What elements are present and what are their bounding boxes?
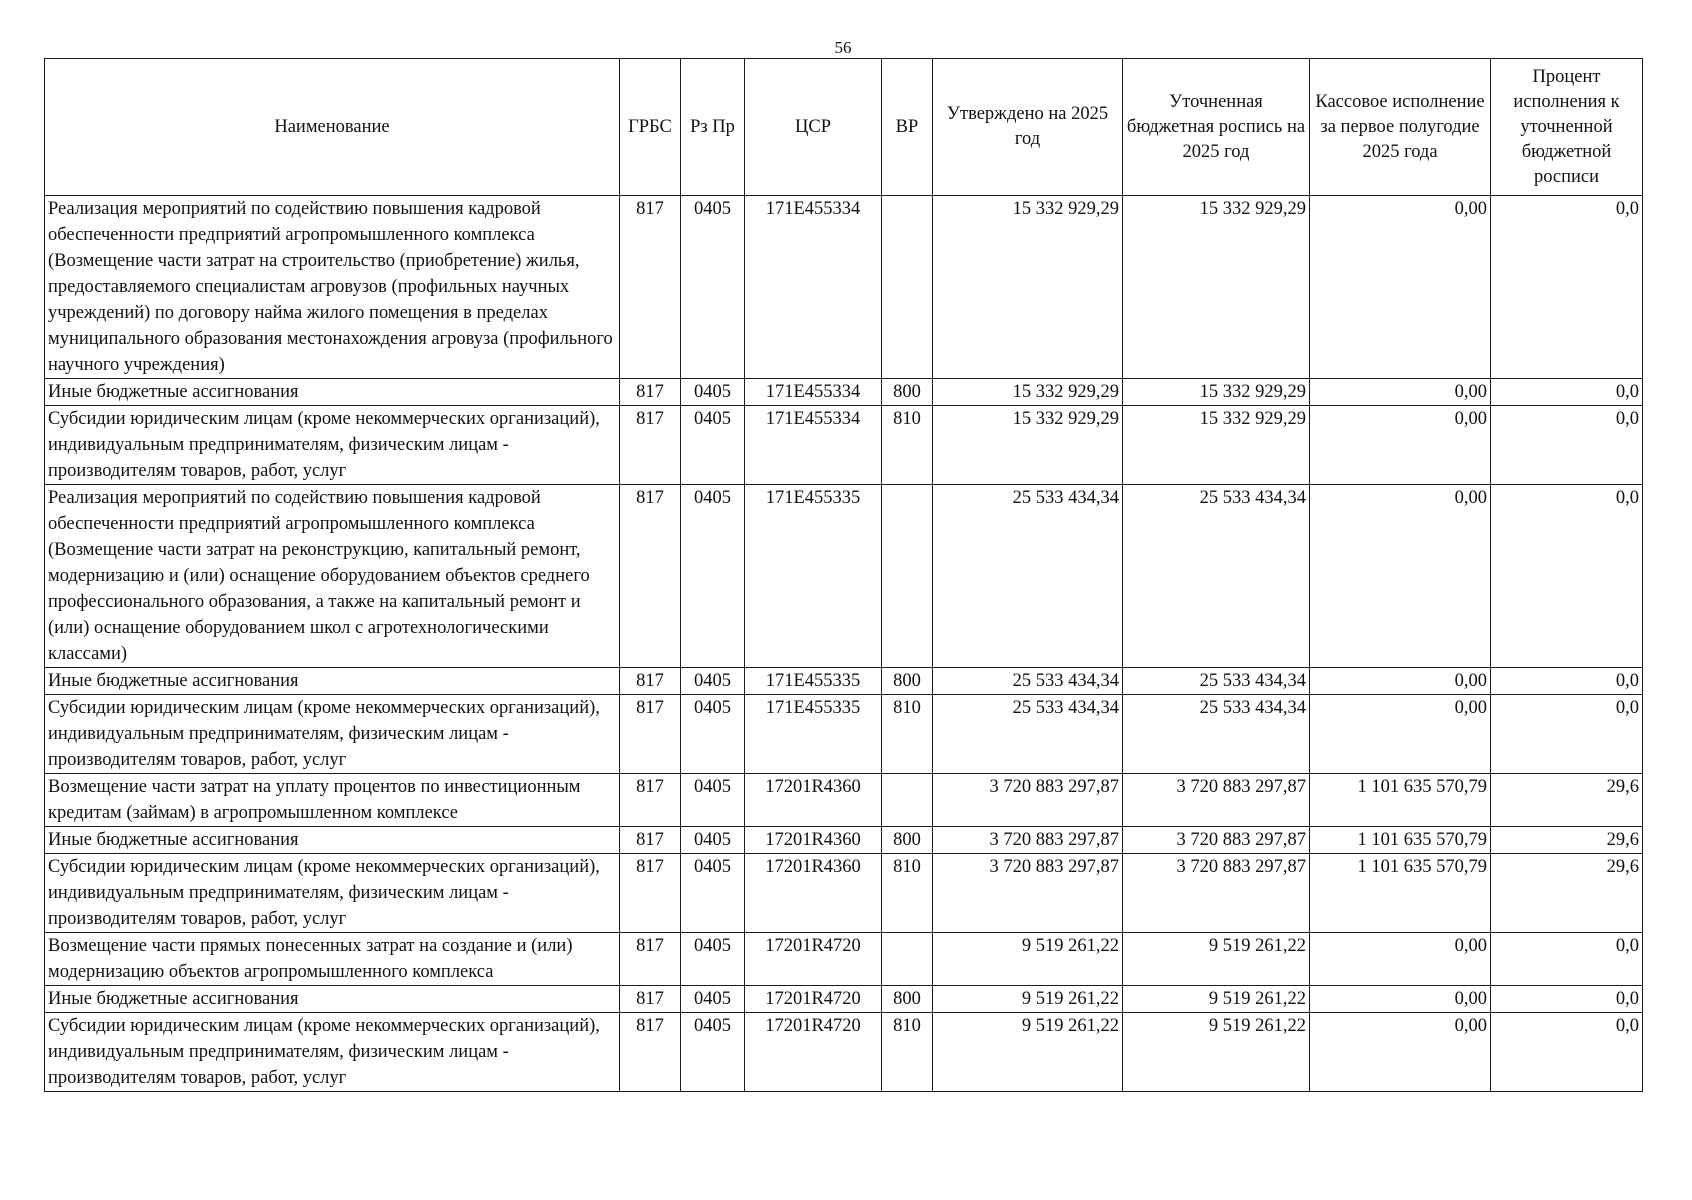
cell-approved: 15 332 929,29	[933, 379, 1123, 406]
column-header-approved: Утверждено на 2025 год	[933, 59, 1123, 196]
cell-refined: 3 720 883 297,87	[1123, 774, 1310, 827]
cell-percent: 29,6	[1491, 854, 1643, 933]
cell-csr: 171E455335	[745, 695, 882, 774]
table-row	[45, 196, 1643, 379]
column-header-vr: ВР	[882, 59, 933, 196]
cell-rzpr: 0405	[681, 196, 745, 379]
cell-csr: 17201R4360	[745, 854, 882, 933]
column-header-csr: ЦСР	[745, 59, 882, 196]
table-row	[45, 485, 1643, 668]
cell-name: Возмещение части прямых понесенных затрат на создание и (или) модернизацию объектов агропромышленного комплекса	[45, 933, 620, 986]
cell-percent: 0,0	[1491, 695, 1643, 774]
table-row	[45, 827, 1643, 854]
table-row	[45, 379, 1643, 406]
cell-cash: 0,00	[1310, 406, 1491, 485]
cell-vr: 800	[882, 668, 933, 695]
cell-rzpr: 0405	[681, 854, 745, 933]
cell-rzpr: 0405	[681, 933, 745, 986]
table-row	[45, 986, 1643, 1013]
cell-csr: 171E455335	[745, 485, 882, 668]
table-row	[45, 406, 1643, 485]
table-header-row	[45, 59, 1643, 196]
cell-cash: 0,00	[1310, 668, 1491, 695]
budget-table	[44, 58, 1643, 1092]
cell-grbs: 817	[620, 854, 681, 933]
cell-name: Иные бюджетные ассигнования	[45, 827, 620, 854]
cell-rzpr: 0405	[681, 695, 745, 774]
cell-approved: 3 720 883 297,87	[933, 827, 1123, 854]
cell-cash: 0,00	[1310, 379, 1491, 406]
cell-vr: 810	[882, 695, 933, 774]
column-header-grbs: ГРБС	[620, 59, 681, 196]
cell-name: Субсидии юридическим лицам (кроме некоммерческих организаций), индивидуальным предпринимателям, физическим лицам - производителям товаров, работ, услуг	[45, 695, 620, 774]
cell-rzpr: 0405	[681, 485, 745, 668]
cell-csr: 17201R4720	[745, 1013, 882, 1092]
cell-grbs: 817	[620, 379, 681, 406]
cell-grbs: 817	[620, 827, 681, 854]
cell-approved: 15 332 929,29	[933, 406, 1123, 485]
cell-name: Реализация мероприятий по содействию повышения кадровой обеспеченности предприятий агропромышленного комплекса (Возмещение части затрат на реконструкцию, капитальный ремонт, модернизацию и (или) оснащение оборудованием объектов среднего профессионального образования, а также на капитальный ремонт и (или) оснащение оборудованием школ с агротехнологическими классами)	[45, 485, 620, 668]
cell-name: Иные бюджетные ассигнования	[45, 986, 620, 1013]
column-header-cash: Кассовое исполнение за первое полугодие 2025 года	[1310, 59, 1491, 196]
cell-approved: 3 720 883 297,87	[933, 854, 1123, 933]
cell-vr: 800	[882, 986, 933, 1013]
cell-csr: 17201R4720	[745, 933, 882, 986]
cell-vr: 800	[882, 379, 933, 406]
cell-cash: 0,00	[1310, 485, 1491, 668]
cell-vr: 810	[882, 1013, 933, 1092]
cell-approved: 25 533 434,34	[933, 668, 1123, 695]
cell-cash: 0,00	[1310, 933, 1491, 986]
cell-refined: 25 533 434,34	[1123, 485, 1310, 668]
cell-refined: 15 332 929,29	[1123, 196, 1310, 379]
table-row	[45, 1013, 1643, 1092]
cell-name: Иные бюджетные ассигнования	[45, 379, 620, 406]
cell-rzpr: 0405	[681, 668, 745, 695]
column-header-rzpr: Рз Пр	[681, 59, 745, 196]
cell-name: Субсидии юридическим лицам (кроме некоммерческих организаций), индивидуальным предпринимателям, физическим лицам - производителям товаров, работ, услуг	[45, 406, 620, 485]
column-header-refined: Уточненная бюджетная роспись на 2025 год	[1123, 59, 1310, 196]
table-row	[45, 854, 1643, 933]
cell-name: Субсидии юридическим лицам (кроме некоммерческих организаций), индивидуальным предпринимателям, физическим лицам - производителям товаров, работ, услуг	[45, 854, 620, 933]
cell-grbs: 817	[620, 1013, 681, 1092]
cell-percent: 29,6	[1491, 827, 1643, 854]
cell-cash: 1 101 635 570,79	[1310, 774, 1491, 827]
cell-grbs: 817	[620, 933, 681, 986]
cell-percent: 0,0	[1491, 379, 1643, 406]
cell-name: Реализация мероприятий по содействию повышения кадровой обеспеченности предприятий агропромышленного комплекса (Возмещение части затрат на строительство (приобретение) жилья, предоставляемого специалистам агровузов (профильных научных учреждений) по договору найма жилого помещения в пределах муниципального образования местонахождения агровуза (профильного научного учреждения)	[45, 196, 620, 379]
cell-cash: 1 101 635 570,79	[1310, 854, 1491, 933]
cell-vr	[882, 485, 933, 668]
cell-approved: 15 332 929,29	[933, 196, 1123, 379]
cell-vr: 810	[882, 854, 933, 933]
cell-vr: 800	[882, 827, 933, 854]
table-row	[45, 774, 1643, 827]
cell-percent: 0,0	[1491, 933, 1643, 986]
column-header-name: Наименование	[45, 59, 620, 196]
cell-grbs: 817	[620, 485, 681, 668]
cell-percent: 0,0	[1491, 668, 1643, 695]
cell-refined: 25 533 434,34	[1123, 695, 1310, 774]
cell-vr: 810	[882, 406, 933, 485]
cell-approved: 25 533 434,34	[933, 695, 1123, 774]
table-row	[45, 933, 1643, 986]
cell-name: Субсидии юридическим лицам (кроме некоммерческих организаций), индивидуальным предпринимателям, физическим лицам - производителям товаров, работ, услуг	[45, 1013, 620, 1092]
cell-rzpr: 0405	[681, 986, 745, 1013]
cell-rzpr: 0405	[681, 406, 745, 485]
cell-cash: 0,00	[1310, 695, 1491, 774]
cell-percent: 0,0	[1491, 485, 1643, 668]
cell-csr: 171E455334	[745, 196, 882, 379]
cell-percent: 0,0	[1491, 406, 1643, 485]
cell-refined: 9 519 261,22	[1123, 933, 1310, 986]
cell-refined: 9 519 261,22	[1123, 1013, 1310, 1092]
cell-approved: 25 533 434,34	[933, 485, 1123, 668]
cell-grbs: 817	[620, 406, 681, 485]
cell-cash: 1 101 635 570,79	[1310, 827, 1491, 854]
cell-cash: 0,00	[1310, 1013, 1491, 1092]
cell-approved: 9 519 261,22	[933, 986, 1123, 1013]
cell-grbs: 817	[620, 774, 681, 827]
cell-cash: 0,00	[1310, 986, 1491, 1013]
cell-csr: 171E455335	[745, 668, 882, 695]
cell-approved: 9 519 261,22	[933, 1013, 1123, 1092]
cell-refined: 15 332 929,29	[1123, 379, 1310, 406]
cell-grbs: 817	[620, 695, 681, 774]
cell-grbs: 817	[620, 668, 681, 695]
cell-csr: 171E455334	[745, 406, 882, 485]
cell-refined: 3 720 883 297,87	[1123, 827, 1310, 854]
cell-csr: 17201R4720	[745, 986, 882, 1013]
cell-name: Иные бюджетные ассигнования	[45, 668, 620, 695]
table-row	[45, 668, 1643, 695]
cell-percent: 0,0	[1491, 1013, 1643, 1092]
cell-refined: 25 533 434,34	[1123, 668, 1310, 695]
cell-name: Возмещение части затрат на уплату процентов по инвестиционным кредитам (займам) в агропромышленном комплексе	[45, 774, 620, 827]
cell-grbs: 817	[620, 196, 681, 379]
cell-cash: 0,00	[1310, 196, 1491, 379]
cell-rzpr: 0405	[681, 827, 745, 854]
cell-percent: 29,6	[1491, 774, 1643, 827]
cell-rzpr: 0405	[681, 379, 745, 406]
cell-rzpr: 0405	[681, 774, 745, 827]
cell-vr	[882, 933, 933, 986]
cell-vr	[882, 774, 933, 827]
cell-refined: 9 519 261,22	[1123, 986, 1310, 1013]
cell-refined: 15 332 929,29	[1123, 406, 1310, 485]
cell-refined: 3 720 883 297,87	[1123, 854, 1310, 933]
cell-percent: 0,0	[1491, 196, 1643, 379]
page-number: 56	[834, 38, 852, 57]
cell-csr: 171E455334	[745, 379, 882, 406]
cell-vr	[882, 196, 933, 379]
table-row	[45, 695, 1643, 774]
cell-grbs: 817	[620, 986, 681, 1013]
cell-percent: 0,0	[1491, 986, 1643, 1013]
cell-rzpr: 0405	[681, 1013, 745, 1092]
cell-csr: 17201R4360	[745, 827, 882, 854]
column-header-percent: Процент исполнения к уточненной бюджетной росписи	[1491, 59, 1643, 196]
cell-approved: 3 720 883 297,87	[933, 774, 1123, 827]
cell-approved: 9 519 261,22	[933, 933, 1123, 986]
cell-csr: 17201R4360	[745, 774, 882, 827]
